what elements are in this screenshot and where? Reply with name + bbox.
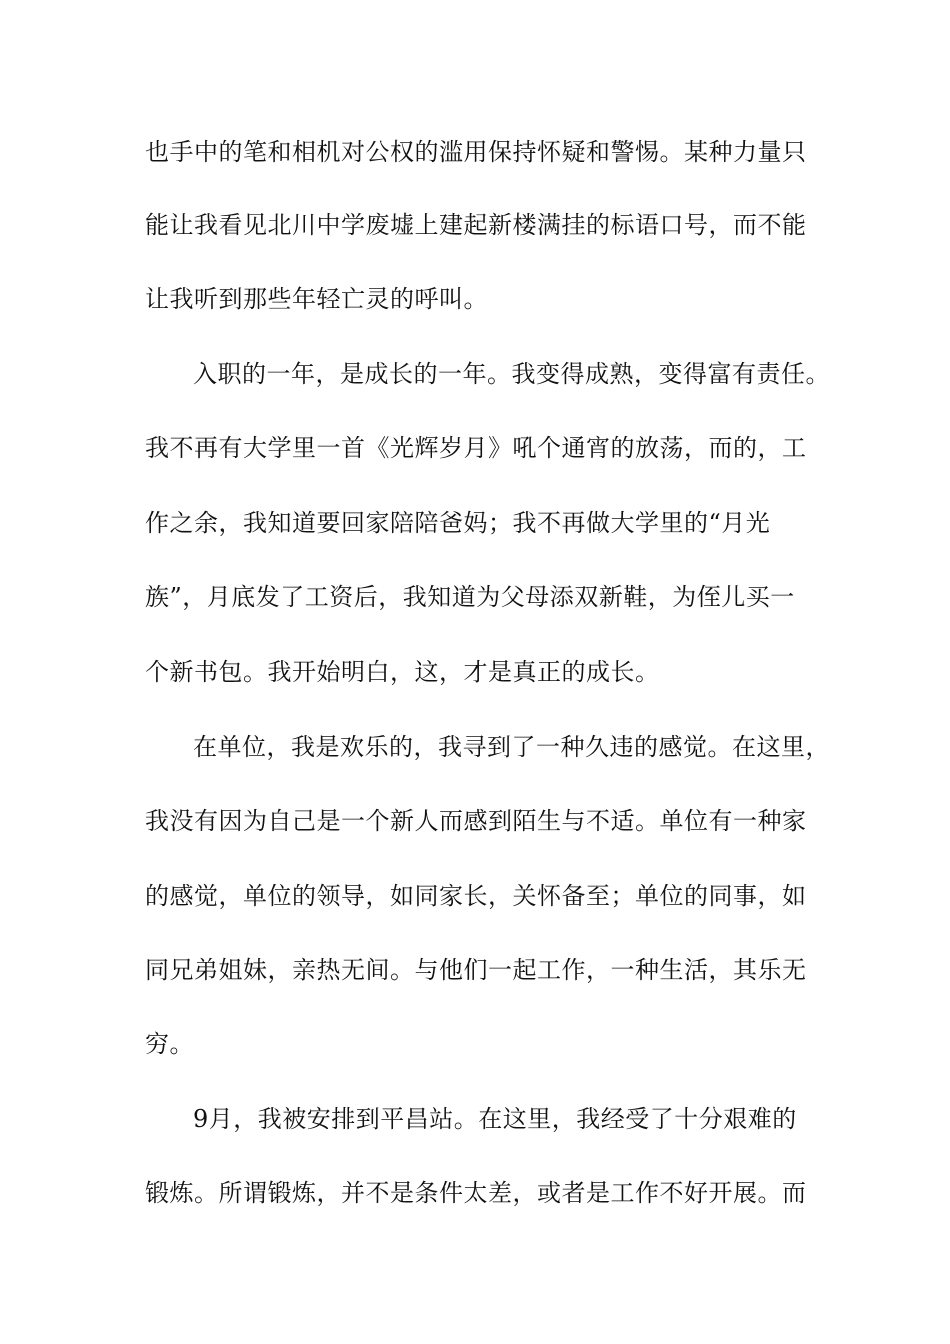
text-line-11: 的感觉，单位的领导，如同家长，关怀备至；单位的同事，如	[145, 882, 807, 910]
text-line-6: 作之余，我知道要回家陪陪爸妈；我不再做大学里的“月光	[145, 509, 771, 537]
text-line-12: 同兄弟姐妹，亲热无间。与他们一起工作，一种生活，其乐无	[145, 956, 807, 984]
paragraph-start-line-4: 入职的一年，是成长的一年。我变得成熟，变得富有责任。	[193, 360, 830, 388]
text-line-13: 穷。	[145, 1030, 194, 1058]
text-line-15: 锻炼。所谓锻炼，并不是条件太差，或者是工作不好开展。而	[145, 1179, 807, 1207]
text-line-7: 族”，月底发了工资后，我知道为父母添双新鞋，为侄儿买一	[145, 583, 795, 611]
text-line-1: 也手中的笔和相机对公权的滥用保持怀疑和警惕。某种力量只	[145, 138, 807, 166]
text-line-3: 让我听到那些年轻亡灵的呼叫。	[145, 285, 488, 313]
text-line-8: 个新书包。我开始明白，这，才是真正的成长。	[145, 658, 660, 686]
paragraph-start-line-14: 9月，我被安排到平昌站。在这里，我经受了十分艰难的	[193, 1105, 797, 1133]
text-line-10: 我没有因为自己是一个新人而感到陌生与不适。单位有一种家	[145, 807, 807, 835]
text-line-5: 我不再有大学里一首《光辉岁月》吼个通宵的放荡，而的，工	[145, 434, 807, 462]
paragraph-start-line-9: 在单位，我是欢乐的，我寻到了一种久违的感觉。在这里，	[193, 733, 830, 761]
text-line-2: 能让我看见北川中学废墟上建起新楼满挂的标语口号，而不能	[145, 211, 807, 239]
